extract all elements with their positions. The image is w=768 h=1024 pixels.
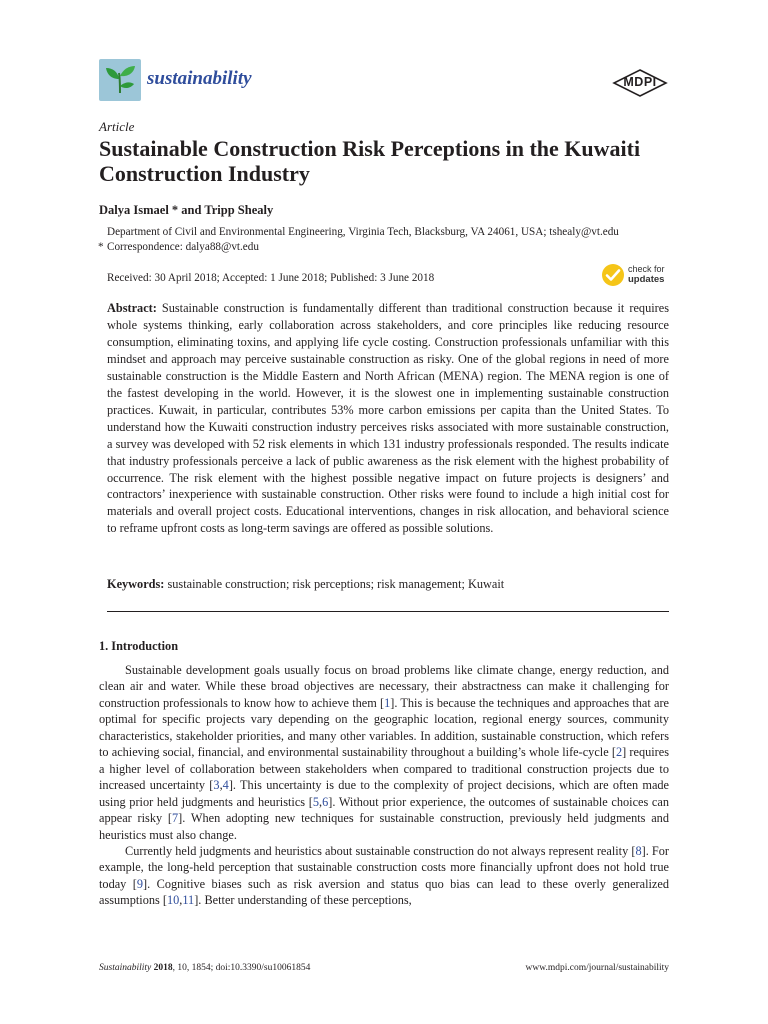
citation-link[interactable]: 4: [222, 778, 229, 793]
body-text: [99, 662, 669, 909]
article-type: Article: [99, 119, 135, 134]
section-heading: 1. Introduction: [99, 639, 179, 653]
check-updates-line2: updates: [628, 274, 665, 285]
citation-link[interactable]: 2: [615, 745, 623, 760]
paragraph-1: [99, 662, 669, 843]
text-run: ] requires a higher level of collaboration between stakeholders when compared to traditional construction projects due to increased uncertainty [: [99, 745, 669, 793]
correspondence-mark: *: [98, 241, 104, 253]
citation-link[interactable]: 9: [136, 876, 144, 891]
check-updates-line1: check for: [628, 264, 665, 274]
footer-journal: Sustainability: [99, 963, 152, 973]
affiliation: Department of Civil and Environmental Engineering, Virginia Tech, Blacksburg, VA 24061, USA; tshealy@vt.edu: [107, 226, 619, 238]
text-run: ,: [219, 778, 223, 793]
keywords-label: Keywords:: [107, 577, 165, 591]
keywords: [107, 576, 669, 593]
abstract-label: Abstract:: [107, 301, 157, 315]
text-run: ]. Without prior experience, the outcomes of sustainable choices can appear risky [: [99, 794, 669, 826]
check-updates-icon: [601, 263, 625, 287]
text-run: Sustainable development goals usually focus on broad problems like climate change, energy reduction, and clean air and water. While these broad objectives are necessary, their abstractness can make it challenging for construction professionals to know how to achieve them [: [99, 663, 669, 710]
abstract-text: Sustainable construction is fundamentally different than traditional construction because it requires whole systems thinking, early collaboration across stakeholders, and core principles like reducing resource consumption, eliminating toxins, and applying life cycle costing. Construction professionals unfamiliar with this mindset and approach may perceive sustainable construction as risky. One of the global regions in need of more sustainable construction is the Middle Eastern and North African (MENA) region. The MENA region is one of the fastest developing in the world. However, it is the slowest one in implementing sustainable construction practices. Kuwait, in particular, contributes 53% more carbon emissions per capita than the United States. To understand how the Kuwaiti construction industry perceives risks associated with more sustainable construction, a survey was developed with 52 risk elements in which 131 industry professionals responded. The results indicate that industry professionals perceive a lack of public awareness as the risk element with the highest probability of occurrence. The risk element with the highest possible negative impact on future projects is designers’ and contractors’ inexperience with sustainable construction. Other risks were found to include a high initial cost for materials and overall project costs. Educational interventions, changes in risk allocation, and behavioral science to reframe upfront costs as long-term savings are offered as possible solutions.: [107, 301, 669, 536]
citation-link[interactable]: 7: [172, 811, 179, 826]
citation-link[interactable]: 11: [182, 893, 195, 908]
text-run: ]. This uncertainty is due to the complexity of project decisions, which are often made using prior held judgments and heuristics [: [99, 778, 670, 809]
journal-logo-icon: [99, 59, 141, 101]
correspondence: Correspondence: dalya88@vt.edu: [107, 241, 259, 253]
mdpi-logo: [611, 69, 669, 97]
check-updates-text: [628, 264, 665, 285]
check-for-updates-badge[interactable]: [601, 262, 681, 292]
text-run: ]. When adopting new techniques for sustainable construction, previously held judgments and heuristics must also change.: [99, 811, 669, 842]
citation-link[interactable]: 3: [213, 778, 220, 793]
keywords-text: sustainable construction; risk perceptions; risk management; Kuwait: [167, 577, 505, 591]
text-run: Currently held judgments and heuristics about sustainable construction do not always represent reality [: [125, 843, 636, 858]
text-run: ,: [318, 794, 323, 809]
correspondence-line: [98, 240, 677, 255]
text-run: ]. This is because the techniques and approaches that are optimal for specific projects vary depending on the geographic location, regional energy sources, community characteristics, stakeholder priorities, and many other variables. In addition, sustainable construction, which refers to achieving social, financial, and environmental sustainability throughout a building’s whole life-cycle [: [99, 695, 669, 760]
section-divider: [107, 611, 669, 612]
text-run: ]. For example, the long-held perception that sustainable construction costs more financially upfront does not hold true today [: [99, 843, 669, 891]
journal-name: sustainability: [147, 68, 252, 89]
text-run: ]. Cognitive biases such as risk aversion and status quo bias can lead to these overly generalized assumptions [: [99, 876, 669, 908]
citation-link[interactable]: 6: [322, 794, 329, 809]
footer-citation: [99, 963, 310, 973]
citation-link[interactable]: 5: [312, 794, 319, 809]
article-title: Sustainable Construction Risk Perceptions in the Kuwaiti Construction Industry: [99, 136, 641, 186]
text-run: ]. Better understanding of these perceptions,: [194, 893, 412, 908]
footer-url[interactable]: www.mdpi.com/journal/sustainability: [525, 963, 669, 973]
affiliation-block: [98, 225, 677, 255]
abstract: [107, 300, 669, 537]
citation-link[interactable]: 8: [635, 843, 642, 858]
footer-details: , 10, 1854; doi:10.3390/su10061854: [172, 963, 311, 973]
authors: Dalya Ismael * and Tripp Shealy: [99, 203, 274, 217]
footer-year: 2018: [153, 963, 173, 973]
mdpi-logo-text: MDPI: [623, 75, 657, 89]
citation-link[interactable]: 10: [166, 893, 180, 908]
text-run: ,: [179, 893, 183, 908]
paragraph-2: [99, 843, 669, 909]
citation-link[interactable]: 1: [384, 695, 391, 710]
publication-dates: Received: 30 April 2018; Accepted: 1 June 2018; Published: 3 June 2018: [107, 272, 435, 284]
